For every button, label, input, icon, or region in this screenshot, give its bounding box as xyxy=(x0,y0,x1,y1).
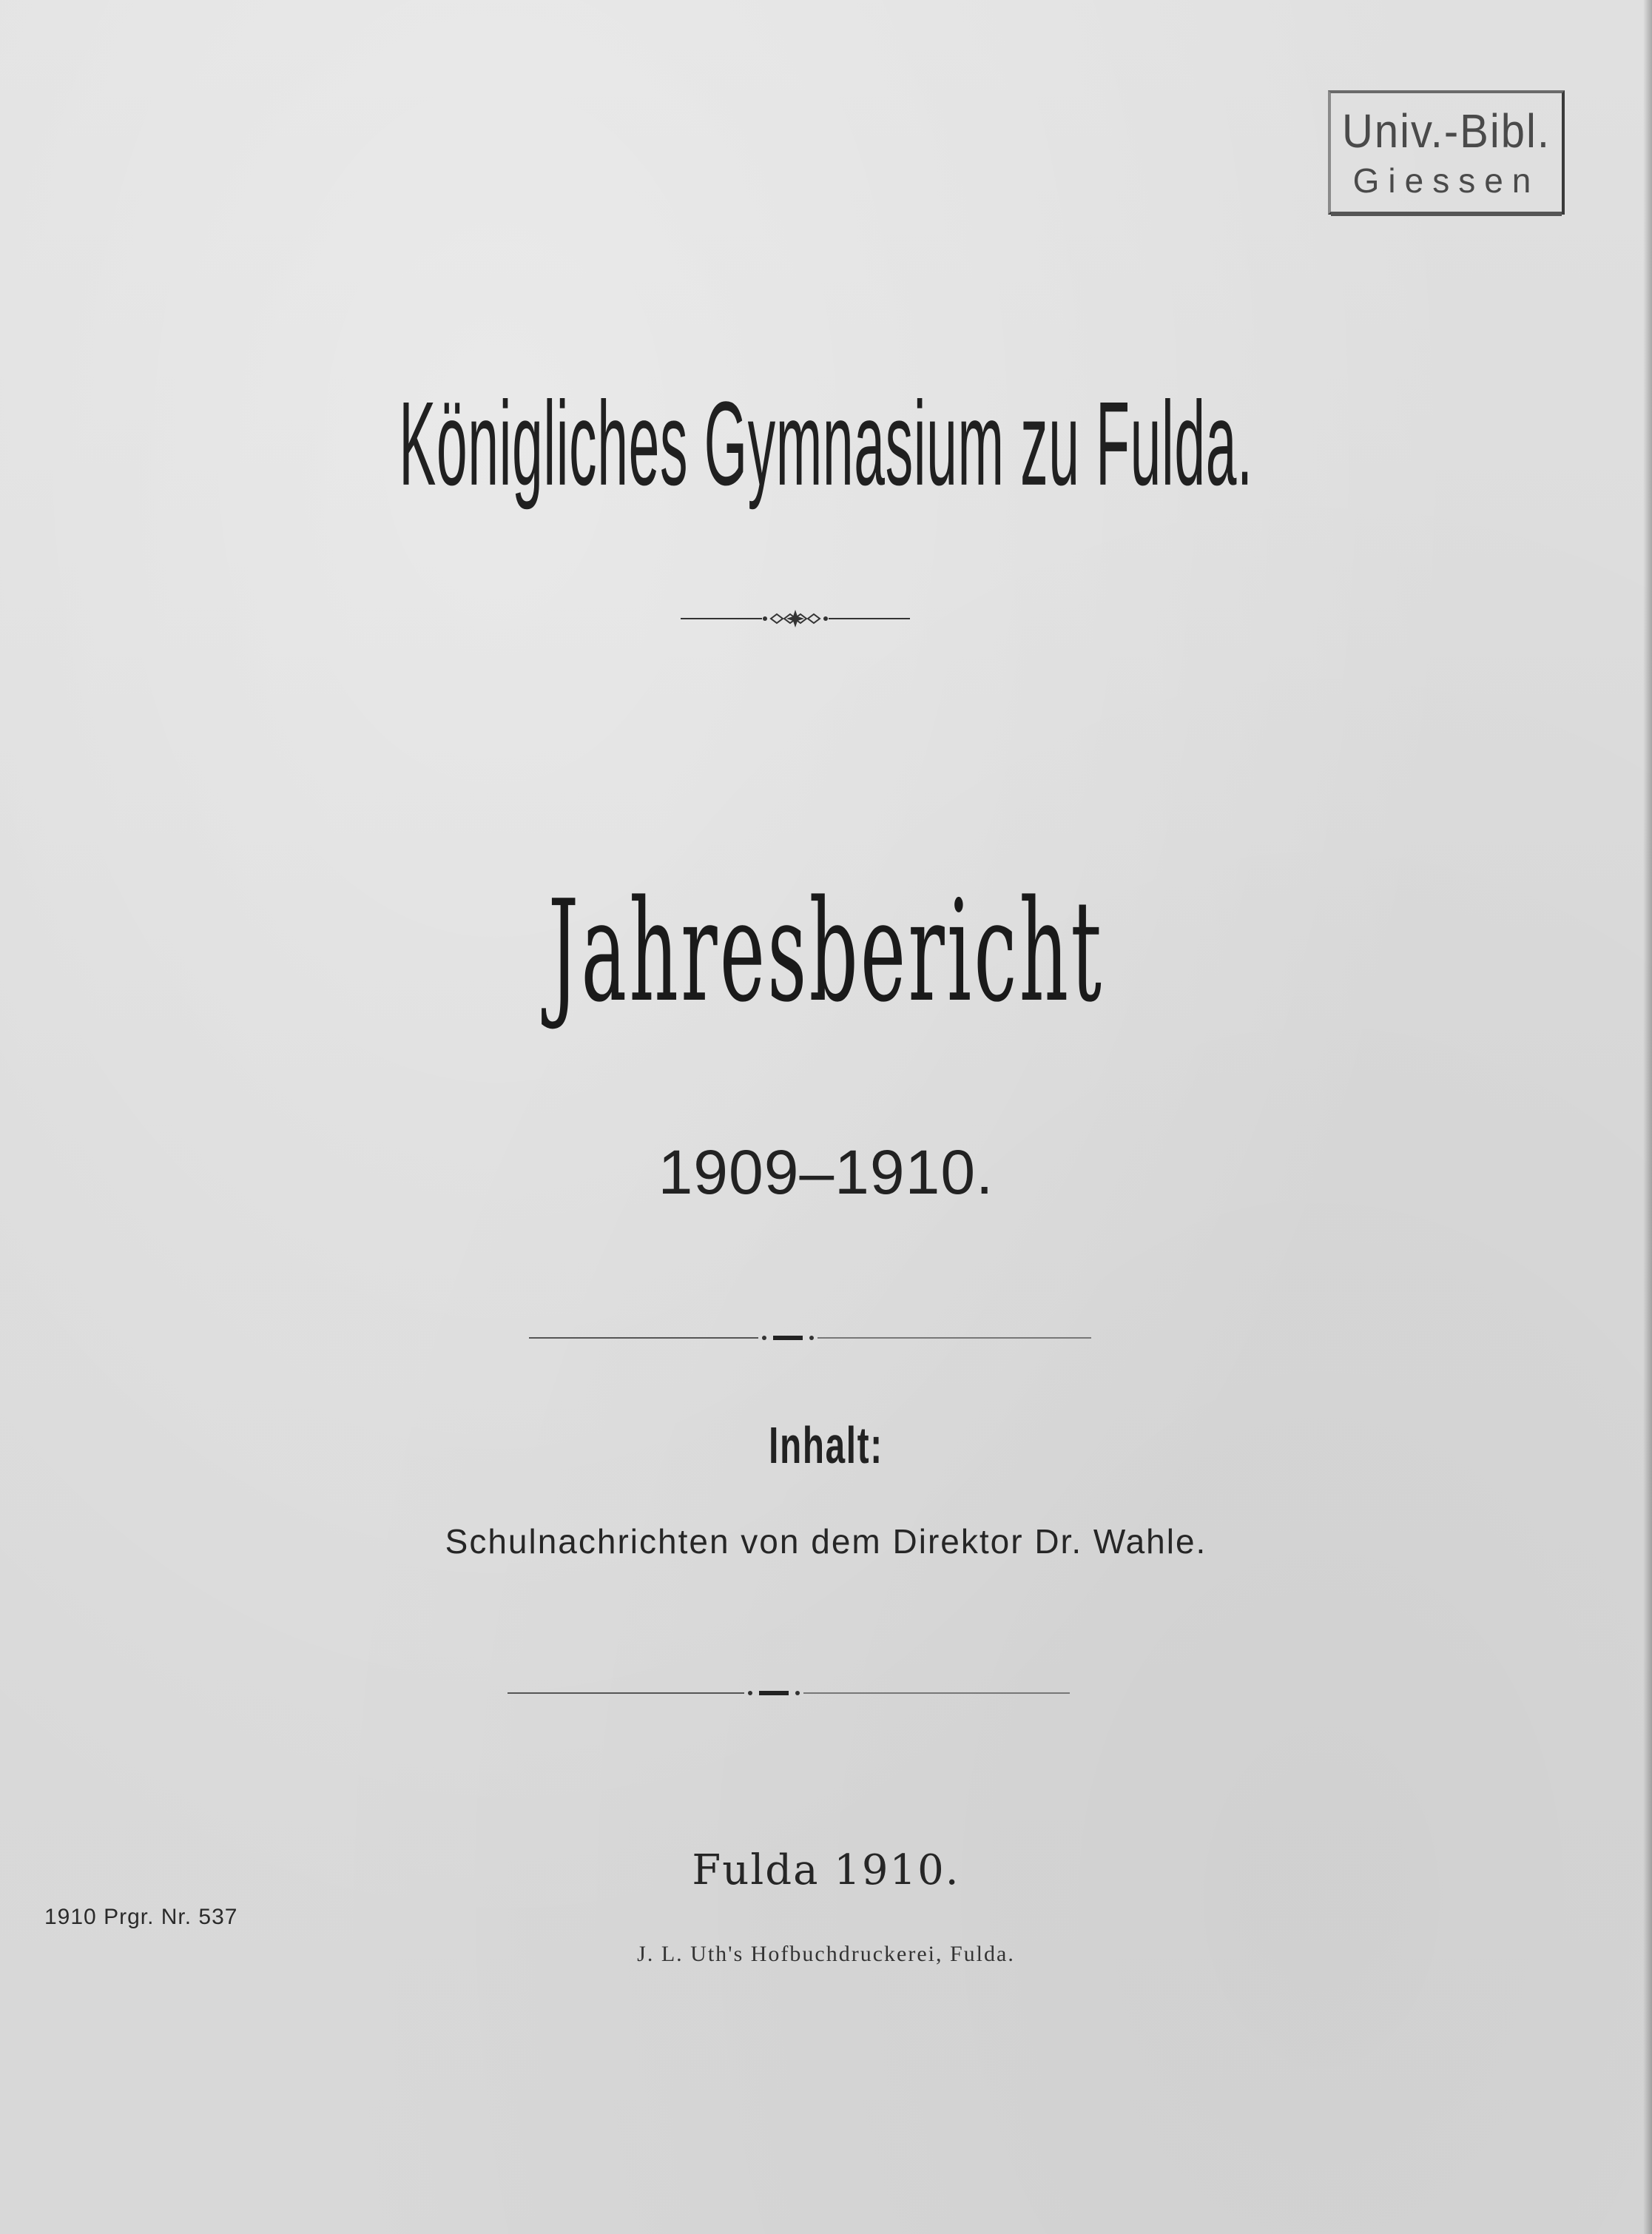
document-title: Jahresbericht xyxy=(547,869,1105,1033)
stamp-line-1: Univ.-Bibl. xyxy=(1342,104,1551,158)
divider-lower xyxy=(508,1686,1070,1700)
divider-upper xyxy=(529,1330,1091,1345)
page-edge-shadow xyxy=(1643,0,1652,2234)
library-stamp xyxy=(1328,90,1565,215)
stamp-line-2: Giessen xyxy=(1352,161,1540,200)
school-name: Königliches Gymnasium zu Fulda. xyxy=(399,377,1253,511)
contents-entry: Schulnachrichten von dem Direktor Dr. Wahle. xyxy=(445,1522,1207,1561)
place-and-year: Fulda 1910. xyxy=(692,1846,960,1894)
title-ornament xyxy=(681,605,910,632)
stamp-bottom-bar xyxy=(1331,212,1562,216)
printer-imprint: J. L. Uth's Hofbuchdruckerei, Fulda. xyxy=(637,1942,1015,1966)
contents-heading: Inhalt: xyxy=(769,1416,883,1474)
report-years: 1909–1910. xyxy=(658,1137,994,1207)
shelfmark: 1910 Prgr. Nr. 537 xyxy=(44,1905,238,1929)
